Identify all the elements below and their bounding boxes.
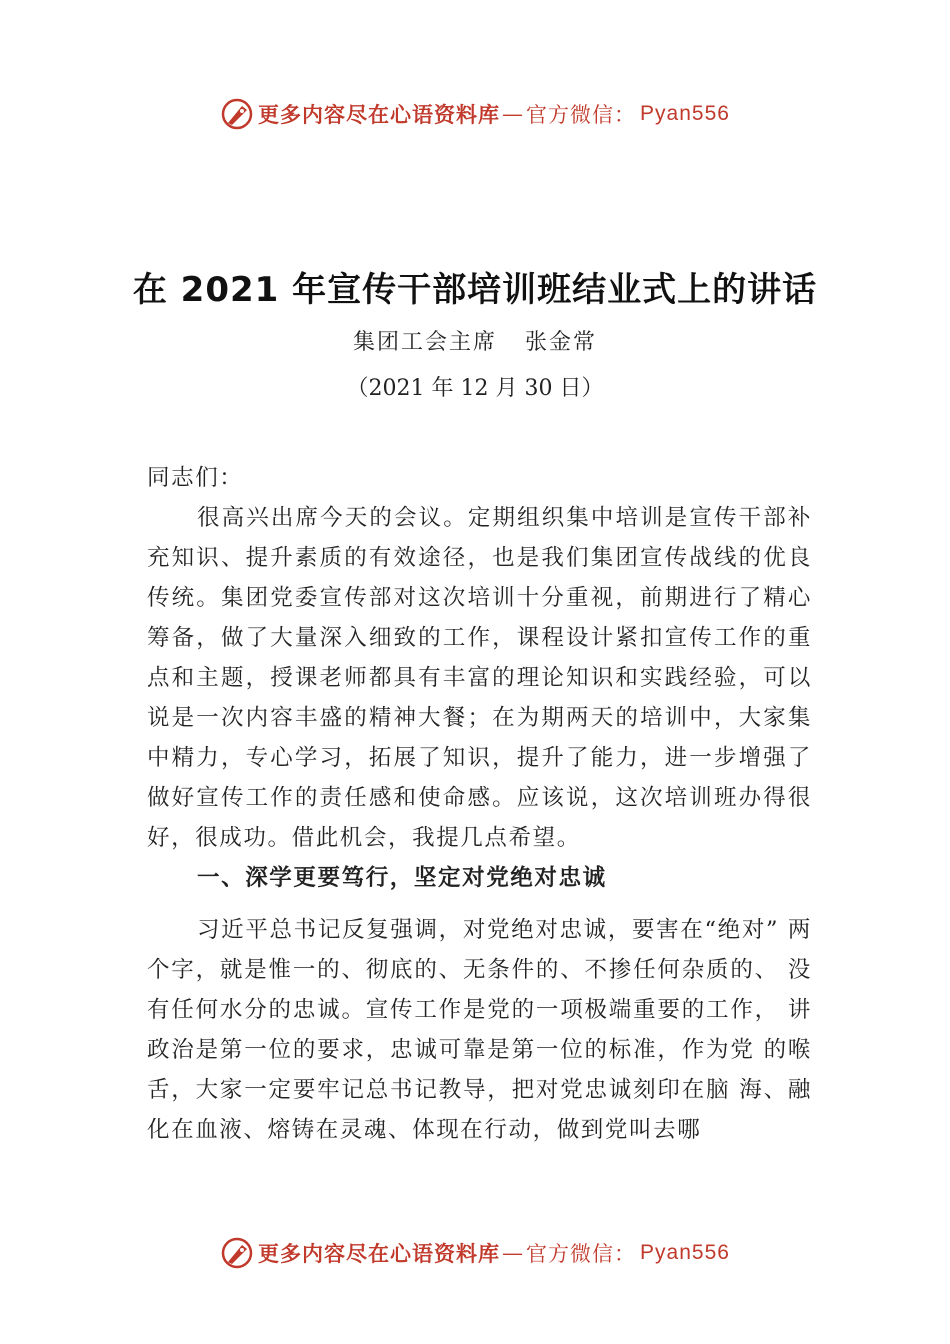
pen-nib-logo-icon	[220, 97, 254, 131]
paragraph-2: 习近平总书记反复强调，对党绝对忠诚，要害在“绝对” 两个字，就是惟一的、彻底的、无条件的、不掺任何杂质的、 没有任何水分的忠诚。宣传工作是党的一项极端重要的工作， 讲政治是第一位的要求，忠诚可靠是第一位的标准，作为党 的喉舌，大家一定要牢记总书记教导，把对党忠诚刻印在脑 海、融化在血液、熔铸在灵魂、体现在行动，做到党叫去哪	[147, 917, 812, 1143]
watermark-wechat-id: Pyan556	[640, 102, 730, 125]
watermark-dash: —	[502, 1241, 525, 1265]
watermark-main-text: 更多内容尽在心语资料库	[258, 1241, 501, 1266]
watermark-banner-top	[0, 94, 950, 134]
speaker-name: 张金常	[525, 330, 598, 355]
speaker-line	[0, 325, 950, 356]
watermark-wechat-label: 官方微信：	[526, 103, 637, 127]
watermark-wechat-id: Pyan556	[640, 1241, 730, 1264]
watermark-main-text: 更多内容尽在心语资料库	[258, 102, 501, 127]
speaker-role: 集团工会主席	[352, 330, 497, 355]
watermark-wechat-label: 官方微信：	[526, 1242, 637, 1266]
watermark-banner-bottom	[0, 1233, 950, 1273]
pen-nib-logo-icon	[220, 1236, 254, 1270]
section-heading-1: 一、深学更要笃行，坚定对党绝对忠诚	[197, 865, 607, 891]
watermark-dash: —	[502, 102, 525, 126]
document-title: 在 2021 年宣传干部培训班结业式上的讲话	[132, 270, 818, 310]
document-body	[147, 458, 812, 1150]
greeting: 同志们：	[147, 465, 244, 491]
speech-date: （2021 年 12 月 30 日）	[346, 376, 604, 401]
paragraph-1: 很高兴出席今天的会议。定期组织集中培训是宣传干部补充知识、提升素质的有效途径，也是我们集团宣传战线的优良传统。集团党委宣传部对这次培训十分重视，前期进行了精心筹备，做了大量深入细致的工作，课程设计紧扣宣传工作的重点和主题，授课老师都具有丰富的理论知识和实践经验，可以说是一次内容丰盛的精神大餐；在为期两天的培训中，大家集中精力，专心学习，拓展了知识，提升了能力，进一步增强了做好宣传工作的责任感和使命感。应该说，这次培训班办得很好，很成功。借此机会，我提几点希望。	[147, 505, 812, 851]
